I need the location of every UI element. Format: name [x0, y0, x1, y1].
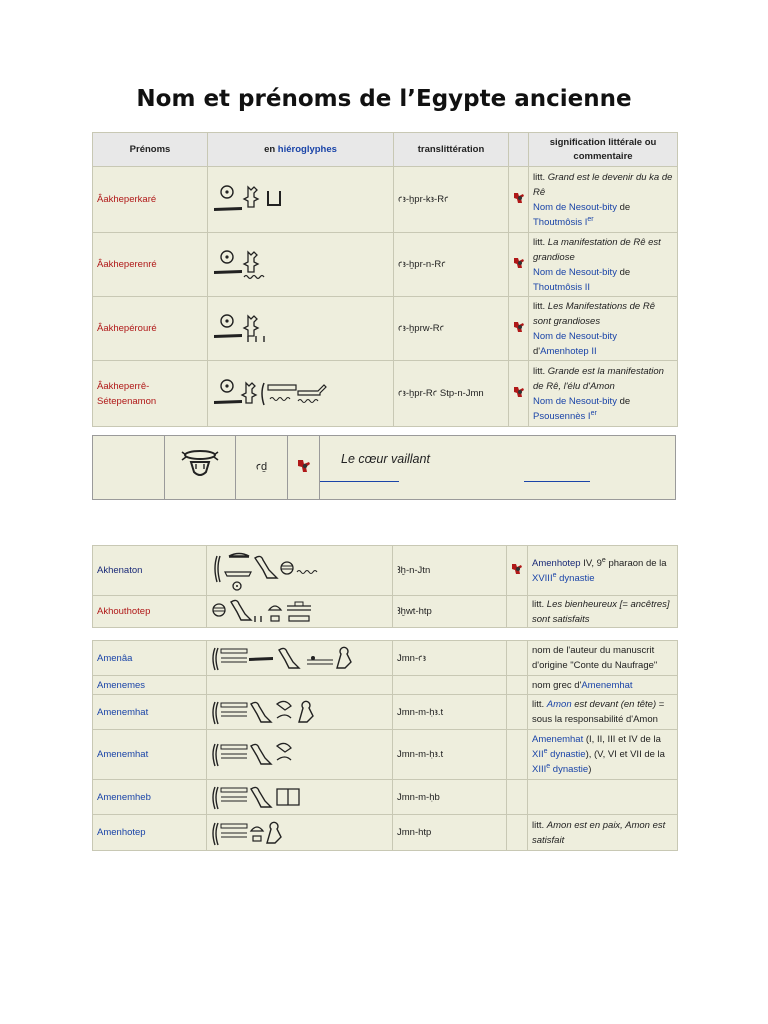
- header-translitteration: translittération: [394, 133, 509, 167]
- link-underline: [320, 481, 399, 482]
- dynastie-link[interactable]: XII: [532, 749, 544, 760]
- amen-table: [92, 640, 678, 851]
- table-row: [93, 167, 678, 233]
- comment-text: ), (V, VI et VII de la: [585, 749, 665, 760]
- dynastie-link[interactable]: XIII: [532, 764, 547, 775]
- hieroglyph-cell: [207, 596, 393, 628]
- dynastie-sup: e: [543, 747, 548, 755]
- translit-cell: Jmn-m-ḥꜣ.t: [393, 695, 507, 730]
- hieroglyph-icon: [212, 185, 292, 215]
- audio-cell: [509, 167, 529, 233]
- audio-cell: [509, 297, 529, 361]
- nesout-bity-link[interactable]: Nom de Nesout-bity: [533, 201, 617, 213]
- comment-italic: est devant (en tête): [571, 699, 657, 710]
- pharaoh-sup: er: [587, 215, 594, 223]
- comment-italic: Grande est la manifestation de Rê, l'élu d'Amon: [533, 365, 664, 392]
- comment-mid: de: [616, 266, 631, 278]
- empty-name-cell: [93, 436, 165, 500]
- hieroglyph-cell: [208, 297, 394, 361]
- comment-italic: Amon est en paix, Amon est satisfait: [532, 819, 666, 846]
- name-cell[interactable]: Âakhepérouré: [93, 297, 208, 361]
- hieroglyph-cell: [207, 695, 393, 730]
- comment-mid: d': [533, 345, 541, 357]
- comment-italic: La manifestation de Rê est grandiose: [533, 236, 661, 263]
- translit-cell: ꜥꜣ-ḫpr-kꜣ-Rꜥ: [394, 167, 509, 233]
- table-row: [93, 641, 678, 676]
- name-cell[interactable]: Âakheperenré: [93, 233, 208, 297]
- comment-italic: Les Manifestations de Rê sont grandioses: [533, 300, 655, 327]
- translit-cell: Jmn-m-ḥb: [393, 780, 507, 815]
- hieroglyph-icon: [211, 819, 321, 847]
- table-row: [93, 596, 678, 628]
- comment-cell: [528, 695, 678, 730]
- hieroglyph-cell: [208, 167, 394, 233]
- litt-label: litt.: [532, 598, 547, 610]
- table-header-row: [93, 133, 678, 167]
- page-title: Nom et prénoms de l’Egypte ancienne: [136, 86, 632, 112]
- dynastie-link[interactable]: XVIII: [532, 572, 553, 584]
- comment-cell: [528, 780, 678, 815]
- header-prefix: en: [264, 144, 278, 155]
- translit-cell: Ꜣḫwt-htp: [393, 596, 507, 628]
- audio-cell: [509, 233, 529, 297]
- name-cell[interactable]: Akhenaton: [93, 546, 207, 596]
- comment-italic: Grand est le devenir du ka de Rê: [533, 171, 673, 198]
- hieroglyph-icon: [211, 783, 321, 811]
- comment-cell: [529, 297, 678, 361]
- audio-cell: [509, 361, 529, 427]
- scarab-icon[interactable]: [296, 457, 312, 473]
- table-row: [93, 780, 678, 815]
- dynastie-link-text[interactable]: dynastie: [547, 749, 586, 760]
- scarab-icon[interactable]: [510, 561, 524, 575]
- comment-cell: [528, 815, 678, 851]
- meaning-text: Le cœur vaillant: [341, 452, 430, 466]
- comment-cell: [528, 730, 678, 780]
- pharaoh-link[interactable]: Thoutmôsis II: [533, 281, 591, 293]
- dynastie-link-text[interactable]: dynastie: [550, 764, 589, 775]
- comment-cell: [528, 676, 678, 695]
- name-cell[interactable]: Amenemhat: [93, 730, 207, 780]
- amenemhat-link[interactable]: Amenemhat: [581, 679, 633, 691]
- amon-link[interactable]: Amon: [546, 699, 572, 710]
- heart-hieroglyph-icon: [178, 445, 222, 485]
- header-audio: [509, 133, 529, 167]
- translit-cell: Jmn-htp: [393, 815, 507, 851]
- name-cell[interactable]: Amenemes: [93, 676, 207, 695]
- amenhotep-link[interactable]: Amenhotep: [532, 557, 581, 569]
- table-row: [93, 730, 678, 780]
- audio-cell: [507, 730, 528, 780]
- litt-label: litt.: [533, 171, 548, 183]
- comment-mid: de: [616, 395, 631, 407]
- audio-cell: [507, 676, 528, 695]
- comment-text: IV, 9: [580, 557, 602, 569]
- hieroglyph-icon: [212, 250, 292, 280]
- akh-table: [92, 545, 678, 628]
- audio-cell: [507, 641, 528, 676]
- pharaoh-link[interactable]: Psousennès I: [533, 410, 591, 422]
- header-hieroglyphes: [208, 133, 394, 167]
- hieroglyph-cell: [208, 361, 394, 427]
- comment-cell: [528, 596, 678, 628]
- scarab-icon[interactable]: [512, 190, 526, 204]
- translit-cell: Ꜣḫ-n-Jtn: [393, 546, 507, 596]
- name-cell[interactable]: Amenemhat: [93, 695, 207, 730]
- name-cell[interactable]: Amenâa: [93, 641, 207, 676]
- hieroglyphes-link[interactable]: hiéroglyphes: [277, 144, 337, 155]
- hieroglyph-cell: [207, 780, 393, 815]
- audio-cell: [507, 780, 528, 815]
- header-signification: signification littérale ou commentaire: [529, 133, 678, 167]
- hieroglyph-cell: [165, 436, 236, 500]
- comment-italic: Les bienheureux [= ancêtres] sont satisfaits: [532, 598, 670, 625]
- audio-cell: [507, 546, 528, 596]
- table-row: [93, 815, 678, 851]
- hieroglyph-icon: [211, 550, 331, 592]
- coeur-vaillant-table: [92, 435, 676, 500]
- hieroglyph-cell: [207, 815, 393, 851]
- litt-label: litt.: [533, 300, 548, 312]
- comment-cell: [529, 361, 678, 427]
- pharaoh-sup: er: [590, 409, 597, 417]
- scarab-icon[interactable]: [512, 255, 526, 269]
- table-row: [93, 676, 678, 695]
- comment-cell: [529, 233, 678, 297]
- table-row: [93, 546, 678, 596]
- hieroglyph-icon: [211, 740, 341, 770]
- dynastie-sup: e: [552, 571, 557, 579]
- dynastie-sup: e: [546, 762, 551, 770]
- comment-cell: [529, 167, 678, 233]
- comment-text: ): [588, 764, 592, 775]
- translit-cell: Jmn-ꜥꜣ: [393, 641, 507, 676]
- litt-label: litt.: [532, 819, 547, 831]
- table-row: [93, 436, 676, 500]
- dynastie-link-text[interactable]: dynastie: [556, 572, 595, 584]
- scarab-icon[interactable]: [512, 384, 526, 398]
- table-row: [93, 361, 678, 427]
- hieroglyph-cell: [207, 676, 393, 695]
- link-underline: [524, 481, 590, 482]
- name-cell[interactable]: Akhouthotep: [93, 596, 207, 628]
- nesout-bity-link[interactable]: Nom de Nesout-bity: [533, 330, 617, 342]
- name-cell[interactable]: Amenemheb: [93, 780, 207, 815]
- amenemhat-link[interactable]: Amenemhat: [532, 734, 584, 745]
- hieroglyph-icon: [211, 598, 331, 626]
- table-row: [93, 233, 678, 297]
- translit-cell: ꜥḏ: [236, 436, 288, 500]
- hieroglyph-icon: [212, 314, 292, 344]
- litt-label: litt.: [533, 236, 548, 248]
- nesout-bity-link[interactable]: Nom de Nesout-bity: [533, 266, 617, 278]
- hieroglyph-cell: [207, 546, 393, 596]
- hieroglyph-cell: [207, 641, 393, 676]
- translit-cell: ꜥꜣ-ḫpr-n-Rꜥ: [394, 233, 509, 297]
- comment-mid: de: [616, 201, 631, 213]
- translit-cell: ꜥꜣ-ḫpr-Rꜥ Stp-n-Jmn: [394, 361, 509, 427]
- name-cell[interactable]: Âakheperrê-Sétepenamon: [93, 361, 208, 427]
- hieroglyph-icon: [212, 379, 332, 409]
- comment-text: pharaon de la: [605, 557, 667, 569]
- nesout-bity-link[interactable]: Nom de Nesout-bity: [533, 395, 617, 407]
- comment-text: = sous la responsabilité d'Amon: [532, 699, 665, 725]
- audio-cell: [507, 815, 528, 851]
- comment-text: (I, II, III et IV de la: [583, 734, 661, 745]
- hieroglyph-icon: [211, 698, 341, 726]
- comment-sup: e: [601, 556, 606, 564]
- comment-cell: [528, 546, 678, 596]
- translit-cell: Jmn-m-ḥꜣ.t: [393, 730, 507, 780]
- comment-text: nom grec d': [532, 679, 582, 691]
- pharaoh-link[interactable]: Thoutmôsis I: [533, 216, 588, 228]
- table-row: [93, 695, 678, 730]
- pharaoh-link[interactable]: Amenhotep II: [540, 345, 597, 357]
- audio-cell: [507, 596, 528, 628]
- header-prenoms: Prénoms: [93, 133, 208, 167]
- name-cell[interactable]: Âakheperkaré: [93, 167, 208, 233]
- litt-label: litt.: [533, 365, 548, 377]
- comment-cell: nom de l'auteur du manuscrit d'origine "Conte du Naufrage": [528, 641, 678, 676]
- audio-cell: [288, 436, 320, 500]
- hieroglyph-cell: [208, 233, 394, 297]
- table-row: [93, 297, 678, 361]
- hieroglyph-icon: [211, 644, 381, 672]
- prenoms-table: [92, 132, 678, 427]
- litt-label: litt.: [532, 699, 547, 710]
- audio-cell: [507, 695, 528, 730]
- translit-cell: ꜥꜣ-ḫprw-Rꜥ: [394, 297, 509, 361]
- scarab-icon[interactable]: [512, 319, 526, 333]
- translit-cell: [393, 676, 507, 695]
- hieroglyph-cell: [207, 730, 393, 780]
- meaning-cell: [320, 436, 676, 500]
- name-cell[interactable]: Amenhotep: [93, 815, 207, 851]
